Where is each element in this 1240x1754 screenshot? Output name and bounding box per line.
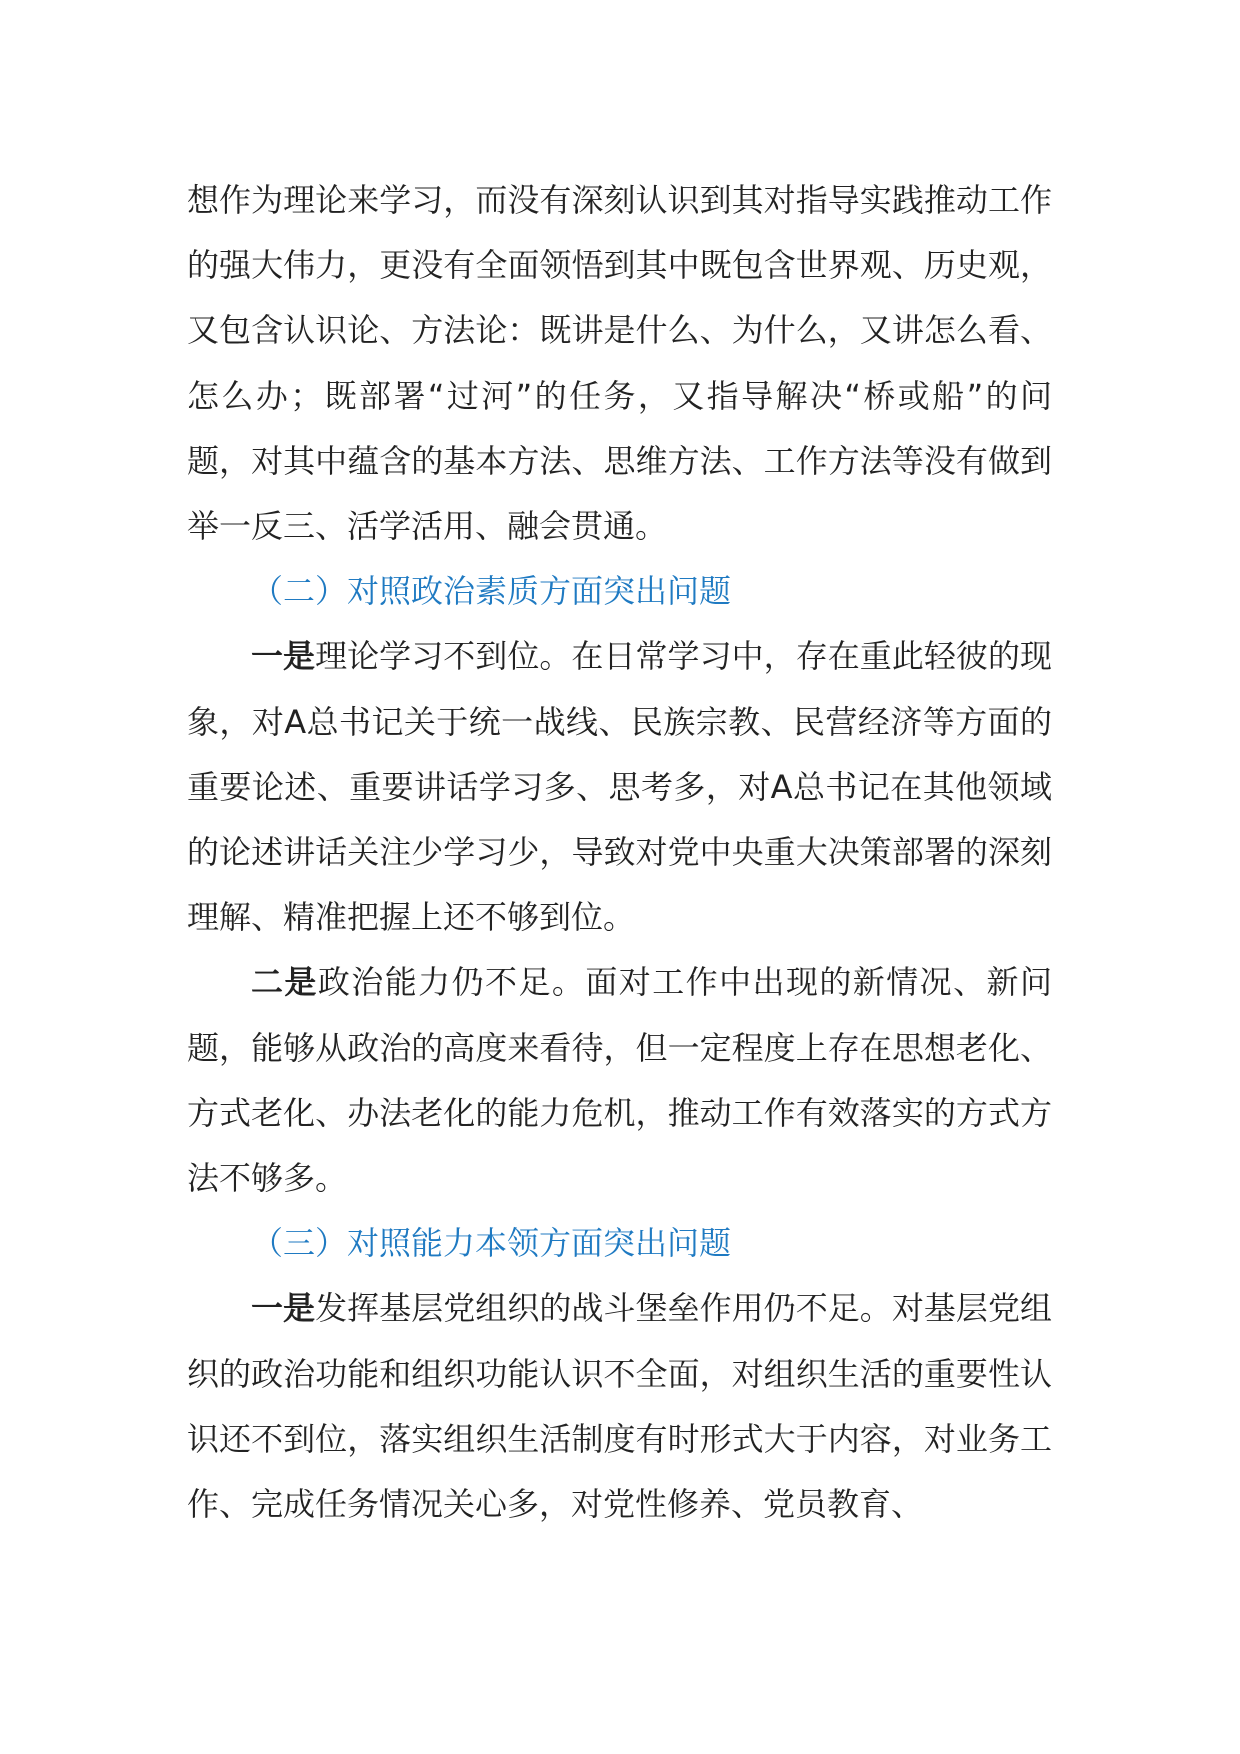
- paragraph-3-lead: 二是: [251, 963, 318, 1002]
- section-heading-2: （二）对照政治素质方面突出问题: [251, 572, 732, 611]
- paragraph-2-lead: 一是: [251, 637, 316, 676]
- paragraph-2-text: 理论学习不到位。在日常学习中，存在重此轻彼的现象，对A总书记关于统一战线、民族宗教、民营经济等方面的重要论述、重要讲话学习多、思考多，对A总书记在其他领域的论述讲话关注少学习少，导致对党中央重大决策部署的深刻理解、精准把握上还不够到位。: [187, 637, 1052, 937]
- paragraph-4-lead: 一是: [251, 1289, 316, 1328]
- paragraph-4-text: 发挥基层党组织的战斗堡垒作用仍不足。对基层党组织的政治功能和组织功能认识不全面，对组织生活的重要性认识还不到位，落实组织生活制度有时形式大于内容，对业务工作、完成任务情况关心多，对党性修养、党员教育、: [187, 1289, 1052, 1524]
- document-body: [187, 168, 1052, 1537]
- section-heading-3: （三）对照能力本领方面突出问题: [251, 1224, 732, 1263]
- paragraph-4: [187, 1276, 1052, 1537]
- paragraph-2: [187, 624, 1052, 950]
- paragraph-3: [187, 950, 1052, 1211]
- paragraph-1-text: 想作为理论来学习，而没有深刻认识到其对指导实践推动工作的强大伟力，更没有全面领悟到其中既包含世界观、历史观，又包含认识论、方法论：既讲是什么、为什么，又讲怎么看、怎么办；既部署“过河”的任务，又指导解决“桥或船”的问题，对其中蕴含的基本方法、思维方法、工作方法等没有做到举一反三、活学活用、融会贯通。: [187, 181, 1052, 546]
- paragraph-3-text: 政治能力仍不足。面对工作中出现的新情况、新问题，能够从政治的高度来看待，但一定程度上存在思想老化、方式老化、办法老化的能力危机，推动工作有效落实的方式方法不够多。: [187, 963, 1052, 1198]
- paragraph-1: [187, 168, 1052, 559]
